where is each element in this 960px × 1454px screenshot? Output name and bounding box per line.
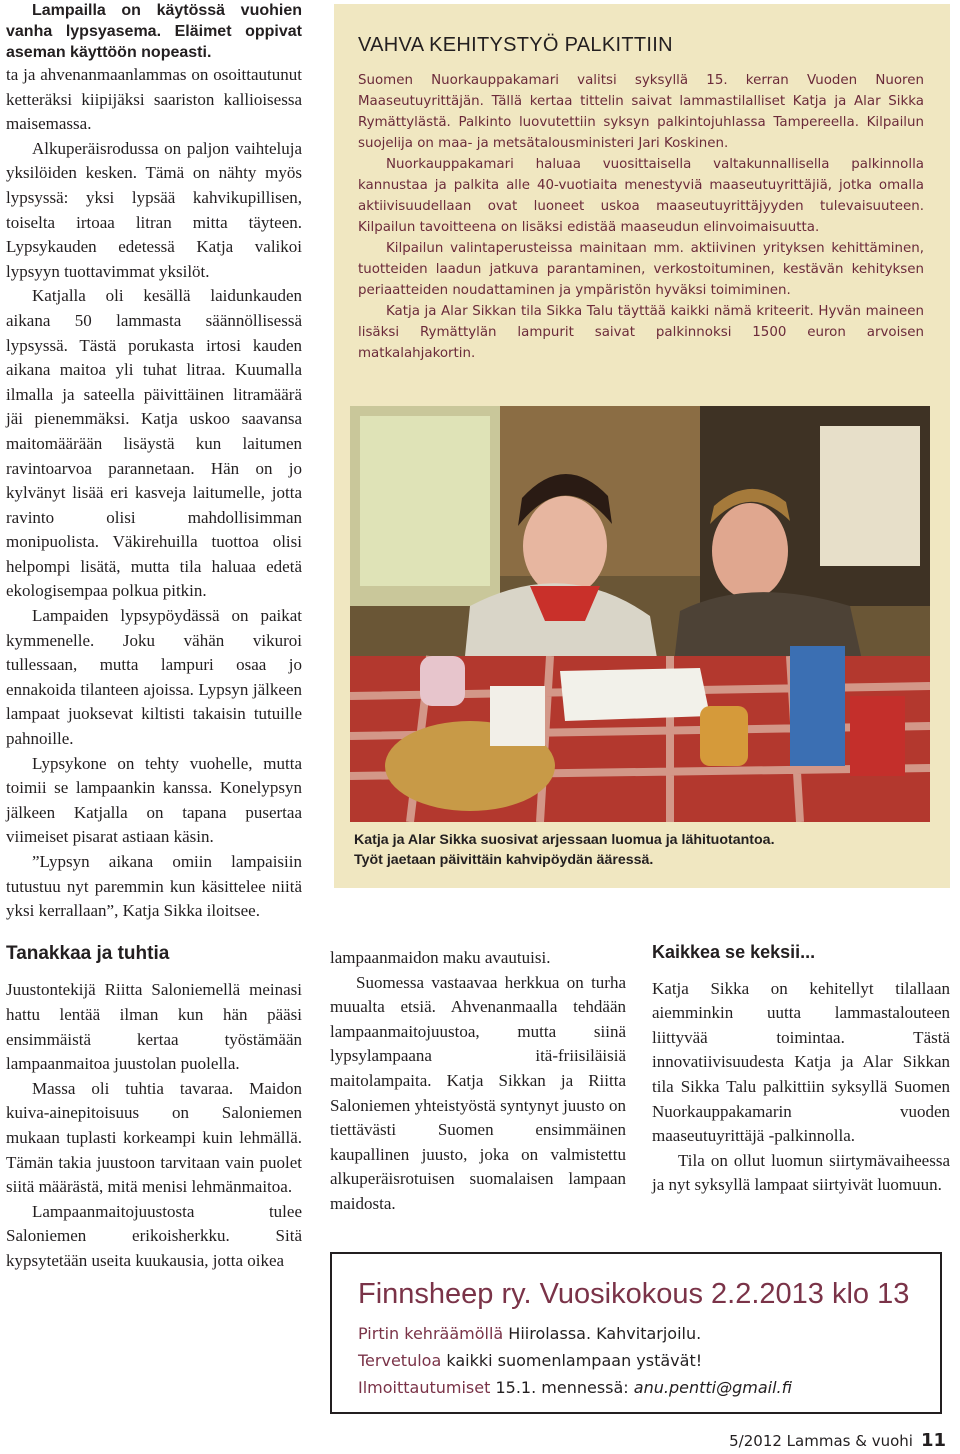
paragraph: Suomessa vastaavaa herkkua on turha muualta etsiä. Ahvenanmaalla tehdään lampaanmaitojuustoa, mutta siinä lypsylampaana itä-friisiläisiä maitolampaita. Katja Sikkan ja Riitta Saloniemen yhteistyöstä syntynyt juusto on tiettävästi Suomen ensimmäinen kaupallinen juusto, joka on valmistettu alkuperäisrotuisen suomalaisen lampaan maidosta. bbox=[330, 972, 626, 1213]
announcement-text: kaikki suomenlampaan ystävät! bbox=[441, 1351, 703, 1370]
email-link[interactable]: anu.pentti@gmail.fi bbox=[633, 1378, 792, 1397]
announcement-highlight: Pirtin kehräämöllä bbox=[358, 1324, 504, 1343]
photo-caption-lead: Lampailla on käytössä vuohien vanha lypsyasema. Eläimet oppivat aseman käyttöön nopeasti. bbox=[6, 2, 302, 61]
paragraph: Tila on ollut luomun siirtymävaiheessa ja nyt syksyllä lampaat siirtyivät luomuun. bbox=[652, 1150, 950, 1195]
announcement-highlight: Ilmoittautumiset bbox=[358, 1378, 491, 1397]
announcement-line bbox=[358, 1324, 701, 1343]
middle-column bbox=[330, 946, 626, 1217]
announcement-line bbox=[358, 1378, 792, 1397]
paragraph: lampaanmaidon maku avautuisi. bbox=[330, 948, 551, 967]
box-title: VAHVA KEHITYSTYÖ PALKITTIIN bbox=[358, 34, 673, 56]
paragraph: Lampaanmaitojuustosta tulee Saloniemen erikoisherkku. Sitä kypsytetään useita kuukausia, jotta oikea bbox=[6, 1201, 302, 1270]
meeting-announcement bbox=[330, 1252, 942, 1414]
paragraph: Lampaiden lypsypöydässä on paikat kymmenelle. Joku vähän vikuroi tullessaan, mutta lampuri osaa jo ennakoida tilanteen ajoissa. Lypsyn jälkeen lampaat juoksevat kiltisti takaisin tutuille pahnoille. bbox=[6, 606, 302, 749]
announcement-highlight: Tervetuloa bbox=[358, 1351, 442, 1370]
announcement-text: Hiirolassa. Kahvitarjoilu. bbox=[503, 1324, 702, 1343]
photo-caption bbox=[354, 830, 924, 870]
paragraph: Lypsykone on tehty vuohelle, mutta toimii se lampaankin kanssa. Konelypsyn jälkeen Katjalla on tapana pusertaa viimeiset pisarat astiaan käsin. bbox=[6, 753, 302, 847]
paragraph: Massa oli tuhtia tavaraa. Maidon kuiva-ainepitoisuus on Saloniemen mukaan tuplasti korkeampi kuin lehmällä. Tämän takia juustoon tarvitaan vain puolet siitä määrästä, mitä menisi lehmänmaitoa. bbox=[6, 1078, 302, 1197]
paragraph: ta ja ahvenanmaanlammas on osoittautunut ketteräksi kiipijäksi saariston kallioisessa maisemassa. bbox=[6, 65, 302, 134]
announcement-line bbox=[358, 1351, 702, 1370]
paragraph: Alkuperäisrodussa on paljon vaihteluja yksilöiden kesken. Tämä on nähty myös lypsyssä: yksi lypsää kahvikupillisen, toiselta irtoaa litran mitta täyteen. Lypsykauden edetessä Katja valikoi lypsyyn tuottavimmat yksilöt. bbox=[6, 138, 302, 281]
left-column bbox=[6, 0, 302, 1274]
paragraph: Katja Sikka on kehitellyt tilallaan aiemminkin uutta lammastalouteen liittyvää toimintaa. Tästä innovatiivisuudesta Katja ja Alar Sikkan tila Sikka Talu palkittiin syksyllä Suomen Nuorkauppakamarin vuoden maaseutuyrittäjä -palkinnolla. bbox=[652, 978, 950, 1146]
box-text bbox=[358, 70, 924, 364]
box-paragraph: Suomen Nuorkauppakamari valitsi syksyllä 15. kerran Vuoden Nuoren Maaseutuyrittäjän. Tällä kertaa tittelin saivat lammastilalliset Katja ja Alar Sikka Rymättylästä. Palkinto luovutettiin syksyn palkintojuhlassa Tampereella. Kilpailun suojelija on maa- ja metsätalousministeri Jari Koskinen. bbox=[358, 73, 924, 151]
announcement-title: Finnsheep ry. Vuosikokous 2.2.2013 klo 13 bbox=[358, 1278, 910, 1310]
box-paragraph: Kilpailun valintaperusteissa mainitaan mm. aktiivinen yrityksen kehittäminen, tuotteiden laadun jatkuva parantaminen, verkostoituminen, kestävän kehityksen periaatteiden noudattaminen ja ympäristön hyväksi toimiminen. bbox=[358, 241, 924, 298]
announcement-text: 15.1. mennessä: bbox=[490, 1378, 634, 1397]
page-footer bbox=[729, 1430, 946, 1451]
photo-couple-at-table bbox=[350, 406, 930, 822]
right-column bbox=[652, 940, 950, 1198]
box-paragraph: Nuorkauppakamari haluaa vuosittaisella valtakunnallisella palkinnolla kannustaa ja palkita alle 40-vuotiaita menestyviä maaseutuyrittäjiä, jotka omalla aktiivisuudellaan ovat luoneet uskoa maaseutuyrittäjyyden tulevaisuuteen. Kilpailun tavoitteena on lisäksi edistää maaseudun elinvoimaisuutta. bbox=[358, 157, 924, 235]
photo-illustration bbox=[350, 406, 930, 822]
award-box bbox=[334, 4, 950, 888]
caption-line: Työt jaetaan päivittäin kahvipöydän ääressä. bbox=[354, 852, 654, 868]
section-heading: Tanakkaa ja tuhtia bbox=[6, 942, 170, 964]
paragraph: Juustontekijä Riitta Saloniemellä meinasi hattu lentää ilman kun hän pääsi ensimmäistä kertaa työstämään lampaanmaitoa juustolan puolella. bbox=[6, 980, 302, 1074]
box-paragraph: Katja ja Alar Sikkan tila Sikka Talu täyttää kaikki nämä kriteerit. Hyvän maineen lisäksi Rymättylän lampurit saivat palkinnoksi 1500 euron arvoisen matkalahjakortin. bbox=[358, 304, 924, 361]
issue-label: 5/2012 Lammas & vuohi bbox=[729, 1432, 913, 1450]
paragraph: ”Lypsyn aikana omiin lampaisiin tutustuu nyt paremmin kun käsittelee niitä yksi kerrallaan”, Katja Sikka iloitsee. bbox=[6, 852, 302, 921]
page-number: 11 bbox=[920, 1430, 946, 1451]
caption-line: Katja ja Alar Sikka suosivat arjessaan luomua ja lähituotantoa. bbox=[354, 832, 775, 848]
paragraph: Katjalla oli kesällä laidunkauden aikana 50 lammasta säännöllisessä lypsyssä. Tästä porukasta irtosi kauden aikana maitoa yli tuhat litraa. Kuumalla ilmalla ja sateella päivittäinen litramäärä jäi pienemmäksi. Katja uskoo saavansa maitomäärään lisäystä kun laitumen ravintoarvoa parannetaan. Hän on jo kylvänyt lisää eri kasveja laitumelle, jotta ravinto olisi mahdollisimman monipuolista. Väkirehuilla tuottoa olisi helpompi lisätä, mutta tila haluaa edetä ekologisempaa polkua pitkin. bbox=[6, 286, 302, 601]
section-heading: Kaikkea se keksii... bbox=[652, 942, 816, 962]
